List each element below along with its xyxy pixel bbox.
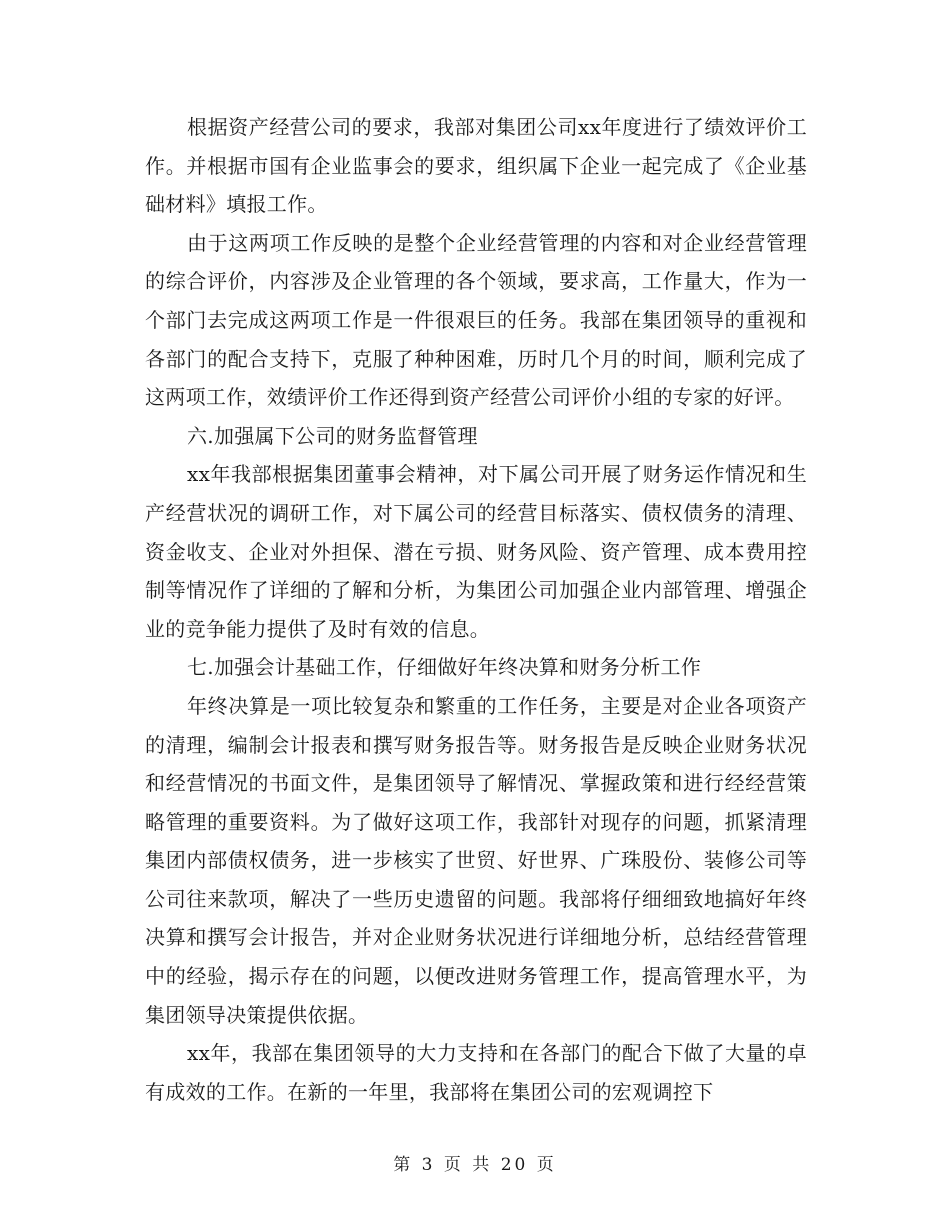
paragraph-work-difficulty: 由于这两项工作反映的是整个企业经营管理的内容和对企业经营管理的综合评价，内容涉及企业管理的各个领域，要求高，工作量大，作为一个部门去完成这两项工作是一件很艰巨的任务。我部在集团领导的重视和各部门的配合支持下，克服了种种困难，历时几个月的时间，顺利完成了这两项工作，效绩评价工作还得到资产经营公司评价小组的专家的好评。 <box>145 230 807 410</box>
document-body <box>145 108 807 1111</box>
paragraph-annual-summary: xx年，我部在集团领导的大力支持和在各部门的配合下做了大量的卓有成效的工作。在新的一年里，我部将在集团公司的宏观调控下 <box>145 1041 807 1104</box>
section-heading-seven: 七.加强会计基础工作，仔细做好年终决算和财务分析工作 <box>187 655 702 680</box>
paragraph-subsidiary-supervision: xx年我部根据集团董事会精神，对下属公司开展了财务运作情况和生产经营状况的调研工作，对下属公司的经营目标落实、债权债务的清理、资金收支、企业对外担保、潜在亏损、财务风险、资产管理、成本费用控制等情况作了详细的了解和分析，为集团公司加强企业内部管理、增强企业的竞争能力提供了及时有效的信息。 <box>145 462 807 641</box>
section-heading-six: 六.加强属下公司的财务监督管理 <box>187 423 478 448</box>
paragraph-performance-evaluation: 根据资产经营公司的要求，我部对集团公司xx年度进行了绩效评价工作。并根据市国有企业监事会的要求，组织属下企业一起完成了《企业基础材料》填报工作。 <box>145 115 807 217</box>
page-number-footer: 第 3 页 共 20 页 <box>393 1155 557 1175</box>
paragraph-year-end-settlement: 年终决算是一项比较复杂和繁重的工作任务，主要是对企业各项资产的清理，编制会计报表和撰写财务报告等。财务报告是反映企业财务状况和经营情况的书面文件，是集团领导了解情况、掌握政策和进行经经营策略管理的重要资料。为了做好这项工作，我部针对现存的问题，抓紧清理集团内部债权债务，进一步核实了世贸、好世界、广珠股份、装修公司等公司往来款项，解决了一些历史遗留的问题。我部将仔细细致地搞好年终决算和撰写会计报告，并对企业财务状况进行详细地分析，总结经营管理中的经验，揭示存在的问题，以便改进财务管理工作，提高管理水平，为集团领导决策提供依据。 <box>145 693 807 1027</box>
